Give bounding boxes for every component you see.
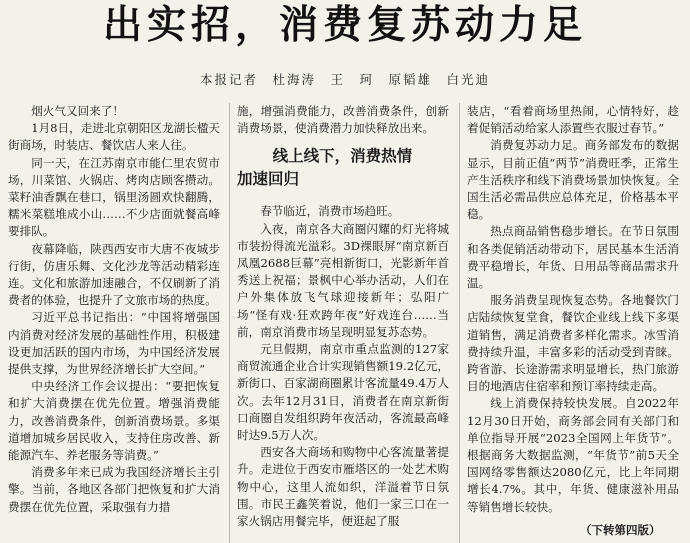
paragraph: 烟火气又回来了！ (31, 104, 124, 118)
subheading-line: 加速回归 (237, 170, 300, 189)
continued-on-page-note: （下转第四版） (580, 523, 661, 537)
paragraph: 消费复苏动力足。商务部发布的数据显示，目前正值“两节”消费旺季，正常生产生活秩序和线下消费场景加快恢复。全国生活必需品供应总体充足，价格基本平稳。 (467, 138, 679, 222)
paragraph: 消费多年来已成为我国经济增长主引擎。当前，各地区各部门把恢复和扩大消费摆在优先位置，采取强有力措 (8, 465, 220, 514)
byline: 本报记者 杜海涛 王 珂 原韬雄 白光迪 (199, 72, 490, 87)
paragraph: 春节临近，消费市场趋旺。 (260, 204, 400, 219)
paragraph: 装店，“看着商场里热闹，心情特好，趁着促销活动给家人添置些衣服过春节。” (467, 104, 679, 136)
paragraph: 元旦假期，南京市重点监测的127家商贸流通企业合计实现销售额19.2亿元，新街口、百家湖商圈累计客流量49.4万人次。去年12月31日，消费者在南京新街口商圈自发组织跨年夜活动，客流最高峰时达9.5万人次。 (237, 342, 449, 443)
paragraph: 同一天，在江苏南京市能仁里农贸市场，川菜馆、火锅店、烤肉店顾客攒动。菜籽油香飘在巷口，锅里汤圆欢快翻腾，糯米菜糕堆成小山……不少店面就餐高峰要排队。 (8, 155, 220, 239)
paragraph: 1月8日，走进北京朝阳区龙湖长楹天街商场，时装店、餐饮店人来人往。 (8, 121, 220, 153)
subheading-line: 线上线下，消费热情 (272, 147, 413, 166)
paragraph: 热点商品销售稳步增长。在节日氛围和各类促销活动带动下，居民基本生活消费平稳增长，年货、日用品等商品需求升温。 (467, 224, 679, 291)
subheading (237, 145, 449, 191)
paragraph: 西安各大商场和购物中心客流量著提升。走进位于西安市雁塔区的一处艺术购物中心，这里人流如织，洋溢着节日氛围。市民王鑫笑着说，他们一家三口在一家火锅店用餐完毕，便逛起了服 (237, 445, 449, 529)
paragraph: 施，增强消费能力，改善消费条件，创新消费场景，使消费潜力加快释放出来。 (237, 104, 449, 136)
column-1 (8, 103, 220, 543)
column-3 (467, 103, 679, 543)
paragraph: 中央经济工作会议提出：“要把恢复和扩大消费摆在优先位置。增强消费能力，改善消费条件，创新消费场景。多渠道增加城乡居民收入，支持住房改善、新能源汽车、养老服务等消费。” (8, 379, 220, 463)
headline: 出实招，消费复苏动力足 (102, 3, 587, 48)
paragraph: 习近平总书记指出：“中国将增强国内消费对经济发展的基础性作用，积极建设更加活跃的国内市场，为中国经济发展提供支撑，为世界经济增长扩大空间。” (8, 310, 220, 377)
paragraph: 线上消费保持较快发展。自2022年12月30日开始，商务部会同有关部门和单位指导开展“2023全国网上年货节”。根据商务大数据监测，“年货节”前5天全国网络零售额达2080亿元，比上年同期增长4.7%。其中，年货、健康滋补用品等销售增长较快。 (467, 396, 679, 514)
column-divider (229, 103, 230, 543)
column-2 (237, 103, 449, 543)
paragraph: 服务消费呈现恢复态势。各地餐饮门店陆续恢复堂食，餐饮企业线上线下多渠道销售，满足消费者多样化需求。冰雪消费持续升温，丰富多彩的活动受到青睐。跨省游、长途游需求明显增长，热门旅游目的地酒店住宿率和预订率持续走高。 (467, 293, 679, 394)
paragraph: 入夜，南京各大商圈闪耀的灯光将城市装扮得流光溢彩。3D裸眼屏“南京新百凤凰2688巨幕”亮相新街口，光影新年首秀送上祝福；景枫中心举办活动，人们在户外集体放飞气球迎接新年；弘阳广场“怪有戏·狂欢跨年夜”好戏连台……当前，南京消费市场呈现明显复苏态势。 (237, 221, 449, 339)
column-divider (459, 103, 460, 543)
paragraph: 夜幕降临，陕西西安市大唐不夜城步行街，仿唐乐舞、文化沙龙等活动精彩连连。文化和旅游加速融合，不仅刷新了消费者的体验，也提升了文旅市场的热度。 (8, 241, 220, 308)
